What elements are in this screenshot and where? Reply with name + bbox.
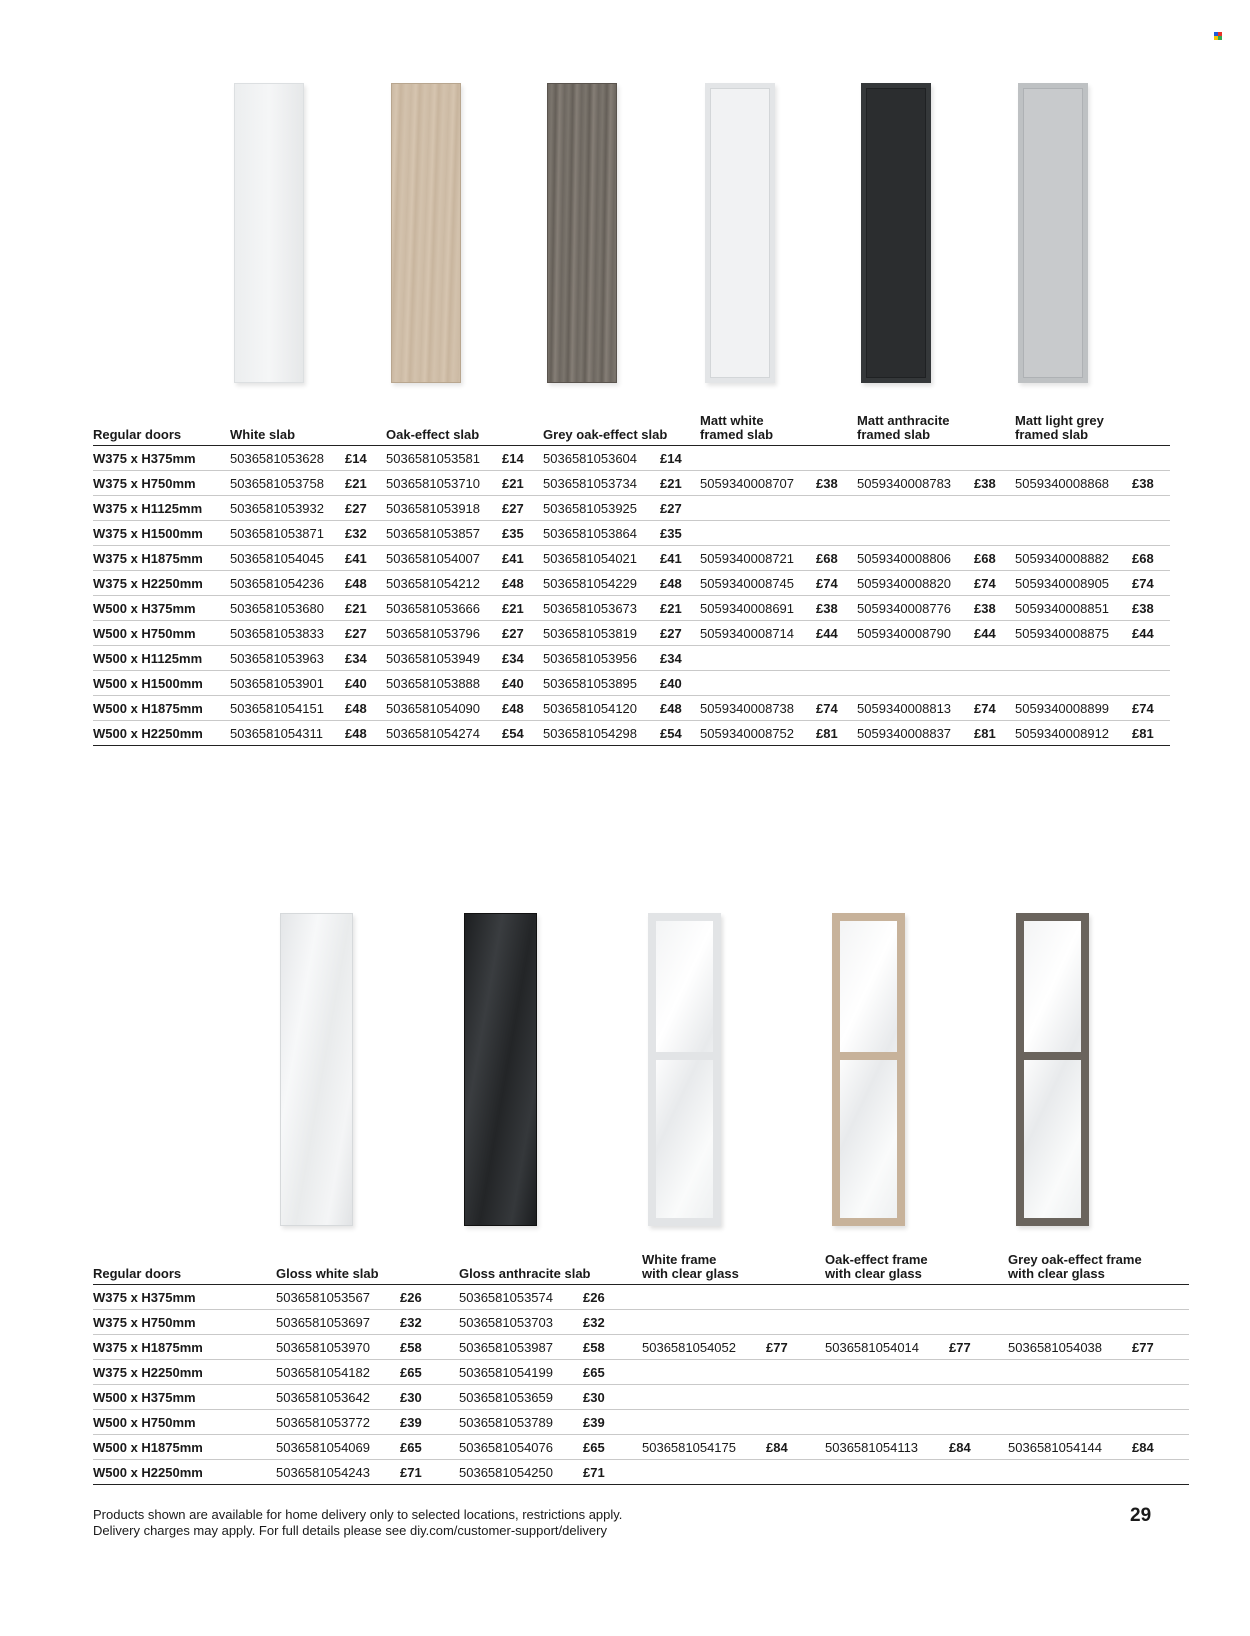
price-table-1-body [93, 446, 1170, 746]
price-cell [974, 446, 1015, 471]
product-code-cell: 5059340008691 [700, 596, 816, 621]
price-cell [766, 1410, 825, 1435]
price-cell: £65 [400, 1360, 459, 1385]
product-code-cell [700, 646, 816, 671]
price-cell: £77 [949, 1335, 1008, 1360]
table-row [93, 1385, 1189, 1410]
door-size-cell: W500 x H375mm [93, 1385, 276, 1410]
table-header-row [93, 414, 1170, 446]
price-cell: £41 [502, 546, 543, 571]
product-code-cell: 5036581054298 [543, 721, 660, 746]
price-cell [766, 1385, 825, 1410]
product-code-cell: 5059340008714 [700, 621, 816, 646]
door-size-cell: W375 x H2250mm [93, 1360, 276, 1385]
price-cell: £84 [949, 1435, 1008, 1460]
price-cell [766, 1285, 825, 1310]
product-code-cell: 5036581054069 [276, 1435, 400, 1460]
product-code-cell [642, 1460, 766, 1485]
price-cell: £48 [345, 696, 386, 721]
gloss-white-slab-door-image [280, 913, 353, 1226]
product-code-cell: 5036581053772 [276, 1410, 400, 1435]
product-code-cell: 5036581053789 [459, 1410, 583, 1435]
product-code-cell: 5036581054038 [1008, 1335, 1132, 1360]
door-size-cell: W375 x H750mm [93, 1310, 276, 1335]
product-code-cell: 5059340008899 [1015, 696, 1132, 721]
price-cell: £74 [1132, 571, 1170, 596]
price-cell: £21 [660, 596, 700, 621]
product-code-cell: 5036581053604 [543, 446, 660, 471]
product-code-cell [642, 1285, 766, 1310]
price-cell [974, 671, 1015, 696]
product-code-cell: 5036581054021 [543, 546, 660, 571]
product-code-cell: 5036581053949 [386, 646, 502, 671]
price-cell [816, 646, 857, 671]
door-size-cell: W500 x H1875mm [93, 1435, 276, 1460]
price-cell [766, 1360, 825, 1385]
price-cell: £68 [816, 546, 857, 571]
price-cell: £48 [345, 721, 386, 746]
price-cell [816, 521, 857, 546]
door-size-cell: W375 x H2250mm [93, 571, 230, 596]
table-row [93, 521, 1170, 546]
product-code-cell [700, 671, 816, 696]
product-code-cell: 5059340008806 [857, 546, 974, 571]
price-cell: £30 [583, 1385, 642, 1410]
price-cell [974, 646, 1015, 671]
price-cell: £48 [660, 696, 700, 721]
price-cell [1132, 1285, 1189, 1310]
price-cell [949, 1410, 1008, 1435]
price-cell: £65 [583, 1360, 642, 1385]
product-code-cell: 5059340008813 [857, 696, 974, 721]
product-code-cell: 5036581053642 [276, 1385, 400, 1410]
door-size-cell: W375 x H375mm [93, 446, 230, 471]
table-row [93, 1335, 1189, 1360]
product-code-cell: 5036581054151 [230, 696, 345, 721]
price-cell: £32 [400, 1310, 459, 1335]
price-cell: £74 [974, 696, 1015, 721]
price-cell: £21 [345, 596, 386, 621]
gloss-anthracite-slab-door-image [464, 913, 537, 1226]
grey-oak-effect-frame-clear-glass-door-image [1016, 913, 1089, 1226]
door-size-cell: W375 x H1875mm [93, 1335, 276, 1360]
oak-effect-frame-clear-glass-door-image [832, 913, 905, 1226]
product-code-cell: 5059340008783 [857, 471, 974, 496]
price-cell [766, 1310, 825, 1335]
product-code-cell: 5036581053680 [230, 596, 345, 621]
price-cell: £54 [502, 721, 543, 746]
product-code-cell: 5036581054311 [230, 721, 345, 746]
price-cell: £32 [345, 521, 386, 546]
table-row [93, 721, 1170, 746]
price-cell: £27 [502, 621, 543, 646]
product-code-cell: 5036581053796 [386, 621, 502, 646]
delivery-note-line-2: Delivery charges may apply. For full details please see diy.com/customer-support/delivery [93, 1523, 607, 1538]
product-code-cell [857, 521, 974, 546]
delivery-note-line-1: Products shown are available for home delivery only to selected locations, restrictions apply. [93, 1507, 623, 1522]
product-code-cell: 5036581054182 [276, 1360, 400, 1385]
price-cell: £44 [1132, 621, 1170, 646]
white-frame-clear-glass-door-image [648, 913, 721, 1226]
product-code-cell [825, 1460, 949, 1485]
product-code-cell [700, 446, 816, 471]
product-code-cell: 5036581054090 [386, 696, 502, 721]
price-cell: £41 [345, 546, 386, 571]
matt-anthracite-framed-slab-door-image [861, 83, 931, 383]
door-size-cell: W375 x H750mm [93, 471, 230, 496]
product-code-cell: 5036581053864 [543, 521, 660, 546]
price-cell: £77 [1132, 1335, 1189, 1360]
price-cell [949, 1285, 1008, 1310]
price-cell [1132, 496, 1170, 521]
grey-oak-effect-slab-door-image [547, 83, 617, 383]
price-table-2 [93, 1253, 1189, 1485]
product-code-cell [642, 1360, 766, 1385]
price-cell: £34 [502, 646, 543, 671]
product-code-cell [642, 1310, 766, 1335]
door-size-cell: W375 x H1125mm [93, 496, 230, 521]
table-row [93, 646, 1170, 671]
table-row [93, 596, 1170, 621]
matt-white-framed-slab-door-image [705, 83, 775, 383]
table-row [93, 671, 1170, 696]
product-code-cell: 5036581053697 [276, 1310, 400, 1335]
price-cell [1132, 671, 1170, 696]
price-cell: £74 [816, 571, 857, 596]
price-cell [949, 1310, 1008, 1335]
product-code-cell: 5059340008745 [700, 571, 816, 596]
price-cell: £27 [345, 621, 386, 646]
price-cell: £21 [502, 596, 543, 621]
table-row [93, 1310, 1189, 1335]
product-code-cell: 5036581053925 [543, 496, 660, 521]
product-code-cell: 5059340008912 [1015, 721, 1132, 746]
price-cell: £58 [583, 1335, 642, 1360]
product-code-cell [825, 1385, 949, 1410]
price-cell: £68 [1132, 546, 1170, 571]
product-code-cell: 5059340008851 [1015, 596, 1132, 621]
column-header-grey-oak-effect-slab: Grey oak-effect slab [543, 414, 700, 446]
white-slab-door-image [234, 83, 304, 383]
price-cell [816, 496, 857, 521]
product-code-cell: 5036581053970 [276, 1335, 400, 1360]
table-row [93, 571, 1170, 596]
table-row [93, 1285, 1189, 1310]
product-code-cell: 5036581054144 [1008, 1435, 1132, 1460]
price-cell: £27 [660, 496, 700, 521]
price-cell: £54 [660, 721, 700, 746]
product-code-cell: 5059340008820 [857, 571, 974, 596]
door-size-cell: W375 x H1875mm [93, 546, 230, 571]
product-code-cell [642, 1410, 766, 1435]
product-code-cell: 5036581053833 [230, 621, 345, 646]
price-cell [1132, 1360, 1189, 1385]
price-cell: £21 [502, 471, 543, 496]
door-size-cell: W500 x H1875mm [93, 696, 230, 721]
column-header-white-frame-clear-glass: White frame with clear glass [642, 1253, 825, 1285]
product-code-cell: 5036581053567 [276, 1285, 400, 1310]
price-cell: £81 [974, 721, 1015, 746]
product-code-cell: 5036581053857 [386, 521, 502, 546]
product-code-cell: 5036581054236 [230, 571, 345, 596]
product-code-cell: 5036581053901 [230, 671, 345, 696]
price-cell [1132, 1385, 1189, 1410]
price-cell: £84 [1132, 1435, 1189, 1460]
column-header-oak-effect-frame-clear-glass: Oak-effect frame with clear glass [825, 1253, 1008, 1285]
price-cell: £40 [502, 671, 543, 696]
table-row [93, 1410, 1189, 1435]
product-code-cell: 5036581053963 [230, 646, 345, 671]
product-code-cell: 5036581053895 [543, 671, 660, 696]
price-cell: £74 [1132, 696, 1170, 721]
price-cell: £38 [816, 596, 857, 621]
product-code-cell: 5036581053956 [543, 646, 660, 671]
price-cell: £30 [400, 1385, 459, 1410]
price-cell: £38 [1132, 471, 1170, 496]
price-cell [766, 1460, 825, 1485]
price-cell: £68 [974, 546, 1015, 571]
price-cell [816, 671, 857, 696]
product-code-cell: 5059340008738 [700, 696, 816, 721]
product-code-cell [1015, 521, 1132, 546]
product-code-cell: 5059340008905 [1015, 571, 1132, 596]
door-size-cell: W500 x H2250mm [93, 1460, 276, 1485]
price-cell: £34 [345, 646, 386, 671]
price-cell: £84 [766, 1435, 825, 1460]
product-code-cell: 5059340008837 [857, 721, 974, 746]
price-cell: £65 [400, 1435, 459, 1460]
product-code-cell [825, 1310, 949, 1335]
product-code-cell: 5036581054229 [543, 571, 660, 596]
product-code-cell: 5036581053628 [230, 446, 345, 471]
table-row [93, 496, 1170, 521]
price-cell: £21 [660, 471, 700, 496]
product-code-cell [642, 1385, 766, 1410]
column-header-grey-oak-effect-frame-clear-glass: Grey oak-effect frame with clear glass [1008, 1253, 1189, 1285]
price-cell: £39 [583, 1410, 642, 1435]
price-cell [816, 446, 857, 471]
price-cell: £48 [502, 571, 543, 596]
column-header-gloss-white-slab: Gloss white slab [276, 1253, 459, 1285]
product-code-cell: 5036581054243 [276, 1460, 400, 1485]
product-code-cell: 5059340008790 [857, 621, 974, 646]
product-code-cell: 5036581053932 [230, 496, 345, 521]
price-cell: £14 [345, 446, 386, 471]
table-row [93, 1460, 1189, 1485]
table-row [93, 696, 1170, 721]
product-code-cell: 5059340008868 [1015, 471, 1132, 496]
price-cell: £74 [974, 571, 1015, 596]
table-row [93, 546, 1170, 571]
price-cell [1132, 646, 1170, 671]
door-size-cell: W500 x H750mm [93, 621, 230, 646]
door-size-cell: W375 x H375mm [93, 1285, 276, 1310]
column-header-matt-light-grey-framed-slab: Matt light grey framed slab [1015, 414, 1170, 446]
price-cell: £74 [816, 696, 857, 721]
product-code-cell [1008, 1460, 1132, 1485]
product-code-cell: 5059340008721 [700, 546, 816, 571]
column-header-matt-anthracite-framed-slab: Matt anthracite framed slab [857, 414, 1015, 446]
oak-effect-slab-door-image [391, 83, 461, 383]
product-code-cell [857, 646, 974, 671]
product-code-cell [1015, 496, 1132, 521]
price-cell: £40 [345, 671, 386, 696]
product-code-cell [857, 671, 974, 696]
price-cell: £58 [400, 1335, 459, 1360]
price-cell: £38 [816, 471, 857, 496]
price-cell [1132, 1310, 1189, 1335]
product-code-cell: 5036581054014 [825, 1335, 949, 1360]
product-code-cell: 5036581053710 [386, 471, 502, 496]
product-code-cell [1015, 446, 1132, 471]
product-code-cell: 5036581053666 [386, 596, 502, 621]
table-row [93, 471, 1170, 496]
table-header-row [93, 1253, 1189, 1285]
brand-corner-mark [1214, 32, 1222, 40]
price-cell: £35 [660, 521, 700, 546]
price-cell: £65 [583, 1435, 642, 1460]
price-cell: £39 [400, 1410, 459, 1435]
matt-light-grey-framed-slab-door-image [1018, 83, 1088, 383]
product-code-cell: 5059340008707 [700, 471, 816, 496]
product-code-cell [825, 1285, 949, 1310]
price-cell: £44 [816, 621, 857, 646]
price-cell: £48 [502, 696, 543, 721]
product-code-cell: 5036581053673 [543, 596, 660, 621]
price-table-1 [93, 414, 1170, 746]
product-code-cell [825, 1410, 949, 1435]
product-code-cell: 5036581054045 [230, 546, 345, 571]
price-table-2-body [93, 1285, 1189, 1485]
price-cell [1132, 1410, 1189, 1435]
column-header-white-slab: White slab [230, 414, 386, 446]
price-cell: £77 [766, 1335, 825, 1360]
product-code-cell [1008, 1285, 1132, 1310]
door-size-cell: W500 x H750mm [93, 1410, 276, 1435]
price-cell: £27 [660, 621, 700, 646]
product-code-cell [1015, 646, 1132, 671]
product-code-cell: 5036581053734 [543, 471, 660, 496]
price-cell: £27 [502, 496, 543, 521]
product-code-cell: 5036581053987 [459, 1335, 583, 1360]
product-code-cell [1008, 1410, 1132, 1435]
price-cell [1132, 521, 1170, 546]
price-cell [974, 521, 1015, 546]
column-header-size: Regular doors [93, 414, 230, 446]
price-cell [949, 1360, 1008, 1385]
door-size-cell: W500 x H1500mm [93, 671, 230, 696]
table-row [93, 1435, 1189, 1460]
product-code-cell [825, 1360, 949, 1385]
price-cell: £34 [660, 646, 700, 671]
price-cell [1132, 446, 1170, 471]
product-code-cell: 5036581053703 [459, 1310, 583, 1335]
column-header-oak-effect-slab: Oak-effect slab [386, 414, 543, 446]
product-code-cell: 5036581054052 [642, 1335, 766, 1360]
price-cell [949, 1460, 1008, 1485]
price-cell: £41 [660, 546, 700, 571]
table-row [93, 1360, 1189, 1385]
price-cell: £81 [1132, 721, 1170, 746]
product-code-cell: 5059340008752 [700, 721, 816, 746]
product-code-cell: 5036581054007 [386, 546, 502, 571]
price-cell: £35 [502, 521, 543, 546]
product-code-cell: 5036581054076 [459, 1435, 583, 1460]
table-row [93, 621, 1170, 646]
product-code-cell: 5036581053888 [386, 671, 502, 696]
price-cell: £71 [583, 1460, 642, 1485]
product-code-cell: 5036581054120 [543, 696, 660, 721]
product-code-cell: 5036581054274 [386, 721, 502, 746]
price-cell: £14 [660, 446, 700, 471]
product-code-cell [857, 446, 974, 471]
product-code-cell: 5036581053574 [459, 1285, 583, 1310]
product-code-cell [700, 521, 816, 546]
price-cell: £71 [400, 1460, 459, 1485]
product-code-cell: 5059340008776 [857, 596, 974, 621]
price-cell: £38 [1132, 596, 1170, 621]
product-code-cell: 5036581053918 [386, 496, 502, 521]
price-cell: £48 [660, 571, 700, 596]
price-cell: £81 [816, 721, 857, 746]
product-code-cell: 5036581054113 [825, 1435, 949, 1460]
price-cell: £14 [502, 446, 543, 471]
price-cell: £44 [974, 621, 1015, 646]
price-cell [1132, 1460, 1189, 1485]
door-size-cell: W500 x H1125mm [93, 646, 230, 671]
product-code-cell: 5059340008875 [1015, 621, 1132, 646]
product-code-cell: 5036581054175 [642, 1435, 766, 1460]
product-code-cell: 5036581053819 [543, 621, 660, 646]
door-size-cell: W500 x H2250mm [93, 721, 230, 746]
door-size-cell: W375 x H1500mm [93, 521, 230, 546]
product-code-cell: 5036581053581 [386, 446, 502, 471]
price-cell: £38 [974, 596, 1015, 621]
price-cell: £48 [345, 571, 386, 596]
price-cell: £27 [345, 496, 386, 521]
door-size-cell: W500 x H375mm [93, 596, 230, 621]
delivery-note [93, 1507, 622, 1539]
price-cell: £40 [660, 671, 700, 696]
product-code-cell: 5036581054199 [459, 1360, 583, 1385]
column-header-matt-white-framed-slab: Matt white framed slab [700, 414, 857, 446]
product-code-cell: 5036581054212 [386, 571, 502, 596]
price-cell: £26 [400, 1285, 459, 1310]
price-cell [974, 496, 1015, 521]
product-code-cell: 5036581054250 [459, 1460, 583, 1485]
price-cell: £21 [345, 471, 386, 496]
price-cell [949, 1385, 1008, 1410]
product-code-cell: 5036581053659 [459, 1385, 583, 1410]
product-code-cell [1008, 1360, 1132, 1385]
product-code-cell [857, 496, 974, 521]
product-code-cell: 5059340008882 [1015, 546, 1132, 571]
product-code-cell [700, 496, 816, 521]
price-cell: £26 [583, 1285, 642, 1310]
product-code-cell: 5036581053871 [230, 521, 345, 546]
product-code-cell [1015, 671, 1132, 696]
product-code-cell [1008, 1310, 1132, 1335]
product-code-cell: 5036581053758 [230, 471, 345, 496]
table-row [93, 446, 1170, 471]
price-cell: £32 [583, 1310, 642, 1335]
column-header-gloss-anthracite-slab: Gloss anthracite slab [459, 1253, 642, 1285]
column-header-size: Regular doors [93, 1253, 276, 1285]
product-code-cell [1008, 1385, 1132, 1410]
price-cell: £38 [974, 471, 1015, 496]
page-number: 29 [1130, 1505, 1152, 1526]
